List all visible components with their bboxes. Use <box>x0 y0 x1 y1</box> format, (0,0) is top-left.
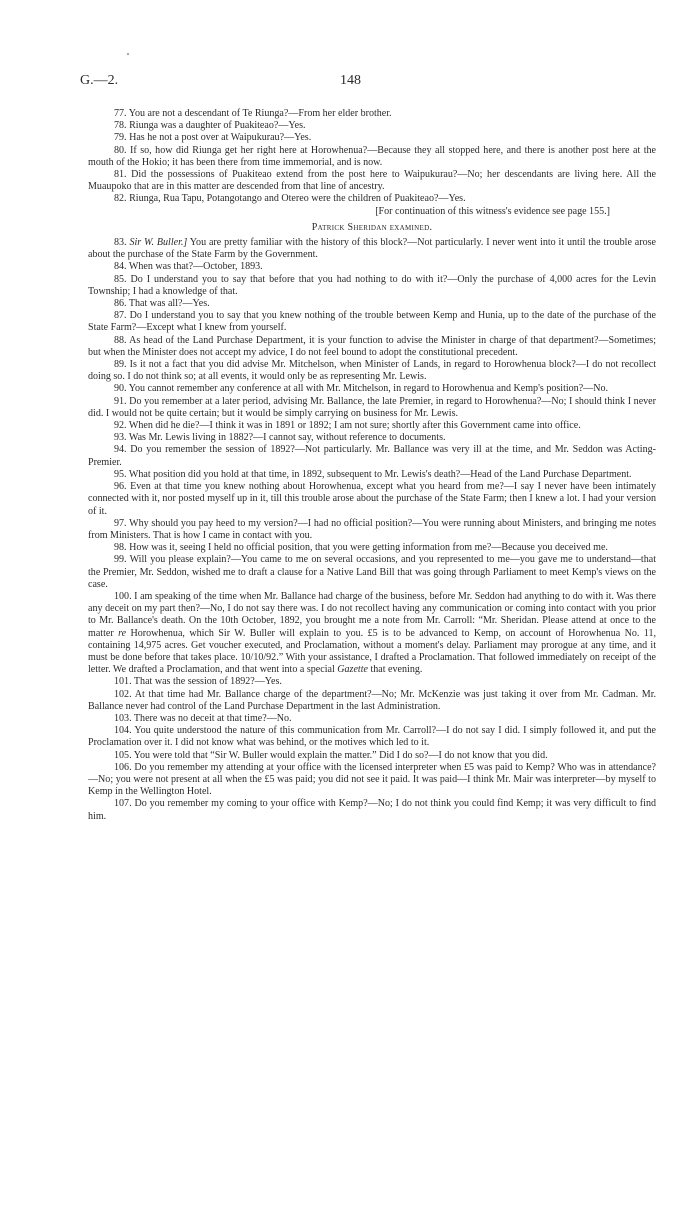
paragraph-83: 83. Sir W. Buller.] You are pretty familiar with the history of this block?—Not particularly. I never went into it until the trouble arose about the purchase of the State Farm by the Government. <box>88 237 656 261</box>
paragraph-98: 98. How was it, seeing I held no official position, that you were getting information from me?—Because you deceived me. <box>114 542 608 554</box>
paragraph-106: 106. Do you remember my attending at your office with the licensed interpreter when £5 was paid to Kemp? Who was in attendance?—No; you were not present at all when the £5 was paid; you did not see it paid. It was paid—I think Mr. Mair was interpreter—by myself to Kemp in the Wellington Hotel. <box>88 761 656 798</box>
page-header <box>80 73 656 91</box>
paragraph-80: 80. If so, how did Riunga get her right here at Horowhenua?—Because they all stopped here, and there is another post here at the mouth of the Hokio; it has been there from time immemorial, and is now. <box>88 144 656 168</box>
section-heading: Patrick Sheridan examined. <box>311 221 433 233</box>
paragraph-100-part3: that evening. <box>367 664 423 676</box>
paragraph-93: 93. Was Mr. Lewis living in 1882?—I cannot say, without reference to documents. <box>114 432 446 444</box>
paragraph-103: 103. There was no deceit at that time?—No. <box>114 712 292 724</box>
paragraph-100-part2: Horowhenua, which Sir W. Buller will explain to you. £5 is to be advanced to Kemp, on account of Horowhenua No. 11, containing 14,975 acres. Get voucher executed, and Proclamation, without a moment's delay. Parliament may prorogue at any time, and it must be done before that takes place. 10/10/92.” With your assistance, I drafted a Proclamation. That followed immediately on receipt of the letter. We drafted a Proclamation, and that went into a special <box>88 627 656 676</box>
body-text <box>88 108 656 823</box>
paragraph-92: 92. When did he die?—I think it was in 1891 or 1892; I am not sure; shortly after this Government came into office. <box>114 420 581 432</box>
paragraph-100 <box>88 591 656 676</box>
paragraph-94: 94. Do you remember the session of 1892?—Not particularly. Mr. Ballance was very ill at the time, and Mr. Seddon was Acting-Premier. <box>88 444 656 468</box>
paragraph-97: 97. Why should you pay heed to my version?—I had no official position?—You were running about Ministers, and bringing me notes from Ministers. That is how I came in contact with you. <box>88 517 656 541</box>
paragraph-85: 85. Do I understand you to say that before that you had nothing to do with it?—Only the purchase of 4,000 acres for the Levin Township; I had a knowledge of that. <box>88 273 656 297</box>
paragraph-88: 88. As head of the Land Purchase Department, it is your function to advise the Minister in charge of that department?—Sometimes; but when the Minister does not accept my advice, I do not feel bound to adopt the constitutional precedent. <box>88 334 656 358</box>
paragraph-107: 107. Do you remember my coming to your office with Kemp?—No; I do not think you could find Kemp; it was very difficult to find him. <box>88 798 656 822</box>
document-code: G.—2. <box>80 73 119 88</box>
paragraph-99: 99. Will you please explain?—You came to me on several occasions, and you represented to me—you gave me to understand—that the Premier, Mr. Seddon, wished me to draft a clause for a Native Land Bill that was going through Parliament to meet Kemp's views on the case. <box>88 554 656 590</box>
paragraph-101: 101. That was the session of 1892?—Yes. <box>114 676 282 688</box>
paragraph-91: 91. Do you remember at a later period, advising Mr. Ballance, the late Premier, in regard to Horowhenua?—No; I should think I never did. I would not be quite certain; but it would be simply carrying on business for Mr. Lewis. <box>88 395 656 419</box>
paragraph-95: 95. What position did you hold at that time, in 1892, subsequent to Mr. Lewis's death?—Head of the Land Purchase Department. <box>114 468 632 480</box>
page-number: 148 <box>340 73 361 88</box>
re-word: re <box>118 627 127 639</box>
paragraph-82: 82. Riunga, Rua Tapu, Potangotango and Otereo were the children of Puakiteao?—Yes. <box>114 193 466 205</box>
paragraph-100-part1: 100. I am speaking of the time when Mr. Ballance had charge of the business, before Mr. Seddon had anything to do with it. Was there any deceit on my part then?—No, I do not say there was. I do not recollect having any communication or coming into contact with you prior to Mr. Ballance's death. On the 10th October, 1892, you brought me a note from Mr. Carroll: “Mr. Sheridan. Please attend at once to the matter <box>88 590 656 639</box>
continuation-note: [For continuation of this witness's evidence see page 155.] <box>375 205 610 217</box>
paragraph-83-text: You are pretty familiar with the history of this block?—Not particularly. I never went into it until the trouble arose about the purchase of the State Farm by the Government. <box>88 237 656 261</box>
paragraph-78: 78. Riunga was a daughter of Puakiteao?—Yes. <box>114 120 306 132</box>
paragraph-90: 90. You cannot remember any conference at all with Mr. Mitchelson, in regard to Horowhenua and Kemp's position?—No. <box>114 383 608 395</box>
paper-speck <box>127 53 129 55</box>
paragraph-89: 89. Is it not a fact that you did advise Mr. Mitchelson, when Minister of Lands, in regard to Horowhenua block?—I do not recollect doing so. I do not think so; at all events, it would only be as representing Mr. Lewis. <box>88 359 656 383</box>
paragraph-81: 81. Did the possessions of Puakiteao extend from the post here to Waipukurau?—No; her descendants are living here. All the Muaupoko that are in this matter are descended from that line of ancestry. <box>88 169 656 193</box>
paragraph-104: 104. You quite understood the nature of this communication from Mr. Carroll?—I do not say I did. I simply followed it, and put the Proclamation over it. I did not know what was behind, or the motives which led to it. <box>88 725 656 749</box>
paragraph-84: 84. When was that?—October, 1893. <box>114 261 263 273</box>
paragraph-87: 87. Do I understand you to say that you knew nothing of the trouble between Kemp and Hunia, up to the date of the purchase of the State Farm?—Except what I knew from yourself. <box>88 310 656 334</box>
paragraph-86: 86. That was all?—Yes. <box>114 298 210 310</box>
paragraph-96: 96. Even at that time you knew nothing about Horowhenua, except what you heard from me?—I say I never have been intimately connected with it, nor posted myself up in it, till this trouble arose about the purchase of the State Farm; then I knew a lot. I had your version of it. <box>88 481 656 517</box>
speaker-label: Sir W. Buller.] <box>129 237 188 249</box>
paragraph-105: 105. You were told that “Sir W. Buller would explain the matter.” Did I do so?—I do not know that you did. <box>114 749 548 761</box>
paragraph-79: 79. Has he not a post over at Waipukurau?—Yes. <box>114 132 312 144</box>
gazette-word: Gazette <box>337 664 368 676</box>
paragraph-102: 102. At that time had Mr. Ballance charge of the department?—No; Mr. McKenzie was just taking it over from Mr. Cadman. Mr. Ballance never had control of the Land Purchase Department in the last Administration. <box>88 688 656 712</box>
paragraph-77: 77. You are not a descendant of Te Riunga?—From her elder brother. <box>114 108 392 119</box>
